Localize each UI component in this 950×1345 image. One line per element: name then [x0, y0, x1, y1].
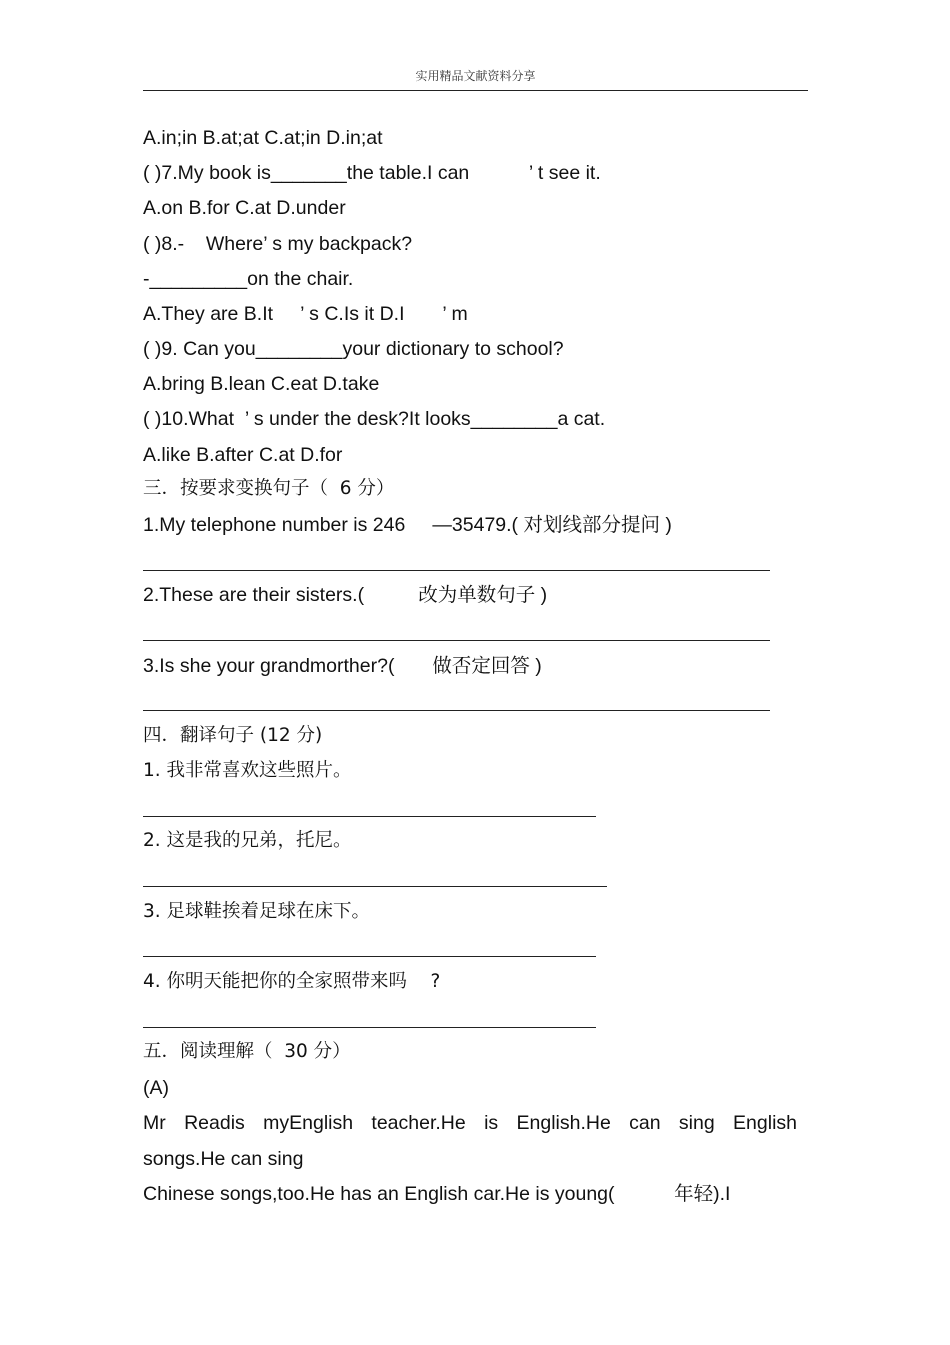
answer-line	[143, 1027, 596, 1028]
section3-item3: 3.Is she your grandmorther?( 做否定回答 )	[143, 655, 542, 677]
q10-options: A.like B.after C.at D.for	[143, 444, 343, 466]
q7-options: A.on B.for C.at D.under	[143, 197, 346, 219]
section4-heading: 四．翻译句子 (12 分)	[143, 725, 323, 746]
answer-line	[143, 956, 596, 957]
answer-line	[143, 570, 770, 571]
passage-label: (A)	[143, 1077, 169, 1099]
section4-item2: 2. 这是我的兄弟，托尼。	[143, 830, 352, 851]
page-header: 实用精品文献资料分享	[415, 69, 536, 83]
q9-stem: ( )9. Can you________your dictionary to school?	[143, 338, 564, 360]
section3-item2: 2.These are their sisters.( 改为单数句子 )	[143, 584, 548, 606]
section5-heading: 五．阅读理解（ 30 分）	[143, 1041, 351, 1062]
answer-line	[143, 886, 607, 887]
header-divider	[143, 90, 808, 91]
answer-line	[143, 816, 596, 817]
section4-item1: 1. 我非常喜欢这些照片。	[143, 760, 352, 781]
section4-item3: 3. 足球鞋挨着足球在床下。	[143, 901, 371, 922]
passage-line-2: songs.He can sing	[143, 1148, 304, 1170]
q9-options: A.bring B.lean C.eat D.take	[143, 373, 380, 395]
q8-stem: ( )8.- Where’ s my backpack?	[143, 233, 413, 255]
q8-answer-line: -_________on the chair.	[143, 268, 354, 290]
section3-heading: 三．按要求变换句子（ 6 分）	[143, 478, 395, 499]
answer-line	[143, 640, 770, 641]
q10-stem: ( )10.What ’ s under the desk?It looks________a cat.	[143, 408, 606, 430]
passage-line-1: Mr Readis myEnglish teacher.He is English.He can sing English	[143, 1112, 797, 1134]
section4-item4: 4. 你明天能把你的全家照带来吗 ?	[143, 971, 441, 992]
answer-line	[143, 710, 770, 711]
q7-stem: ( )7.My book is_______the table.I can ’ t see it.	[143, 162, 601, 184]
section3-item1: 1.My telephone number is 246 —35479.( 对划线部分提问 )	[143, 514, 672, 536]
q8-options: A.They are B.It ’ s C.Is it D.I ’ m	[143, 303, 468, 325]
q6-options: A.in;in B.at;at C.at;in D.in;at	[143, 127, 383, 149]
passage-line-3: Chinese songs,too.He has an English car.He is young( 年轻).I	[143, 1183, 731, 1205]
